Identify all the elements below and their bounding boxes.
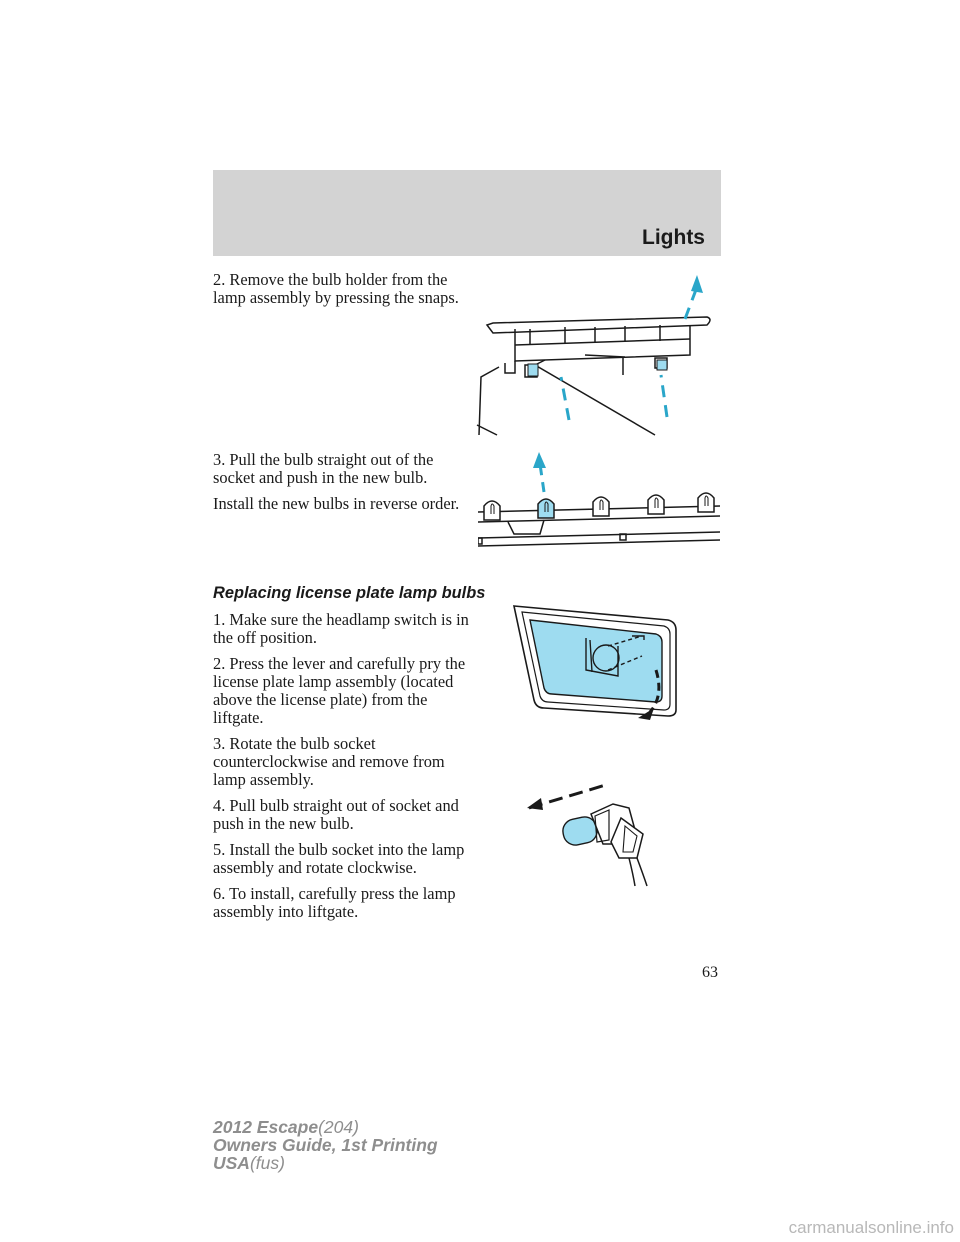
page-number: 63: [702, 964, 718, 981]
license-section-heading: Replacing license plate lamp bulbs: [213, 584, 486, 602]
step-paragraph: 4. Pull bulb straight out of socket and push in the new bulb.: [213, 796, 459, 833]
watermark: carmanualsonline.info: [788, 1218, 954, 1237]
footer-market-code: (fus): [249, 1153, 285, 1173]
footer-guide: Owners Guide, 1st Printing: [213, 1135, 438, 1155]
footer-printing-info: [213, 1118, 438, 1172]
section-header-band: [213, 170, 721, 256]
footer-market: USA: [213, 1153, 250, 1173]
step-paragraph: 6. To install, carefully press the lamp assembly into liftgate.: [213, 884, 456, 921]
step-paragraph: 1. Make sure the headlamp switch is in the off position.: [213, 610, 469, 647]
step-paragraph: 2. Remove the bulb holder from the lamp assembly by pressing the snaps.: [213, 270, 459, 307]
bulb-holder-removal-illustration: [475, 265, 720, 440]
step-paragraph: 2. Press the lever and carefully pry the license plate lamp assembly (located above the license plate) from the liftgate.: [213, 654, 466, 727]
step-paragraph: 3. Pull the bulb straight out of the socket and push in the new bulb.: [213, 450, 434, 487]
section-title: Lights: [642, 226, 705, 249]
step-paragraph: 5. Install the bulb socket into the lamp assembly and rotate clockwise.: [213, 840, 465, 877]
footer-model: 2012 Escape: [213, 1117, 319, 1137]
step-3-text: [213, 451, 475, 521]
step-2-text: [213, 271, 475, 315]
license-plate-lamp-illustration: [508, 600, 683, 722]
step-paragraph: Install the new bulbs in reverse order.: [213, 494, 460, 513]
bulb-row-illustration: [478, 448, 722, 560]
license-steps: [213, 611, 475, 929]
bulb-socket-illustration: [525, 778, 660, 888]
step-paragraph: 3. Rotate the bulb socket counterclockwise and remove from lamp assembly.: [213, 734, 445, 789]
footer-model-code: (204): [318, 1117, 359, 1137]
